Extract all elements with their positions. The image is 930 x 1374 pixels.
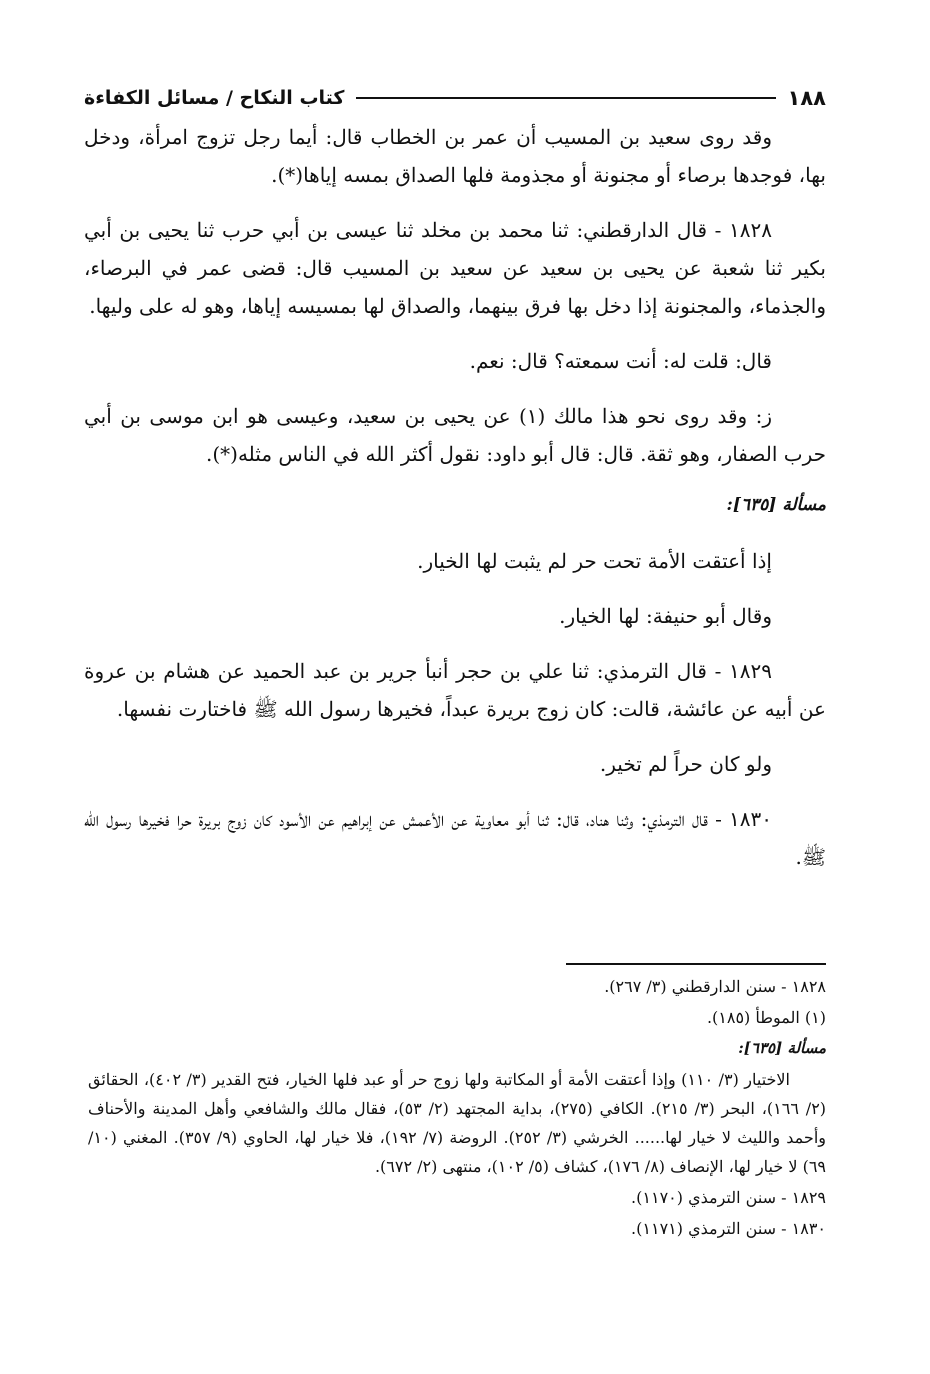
- footnote: الاختيار (٣/ ١١٠) وإذا أعتقت الأمة أو المكاتبة ولها زوج حر أو عبد فلها الخيار، فتح القدير (٣/ ٤٠٢)، الحقائق (٢/ ١٦٦)، البحر (٣/ ٢١٥). الكافي (٢٧٥)، بداية المجتهد (٢/ ٥٣)، فقال مالك والشافعي وأهل المدينة والأحناف وأحمد والليث لا خيار لها...... الخرشي (٣/ ٢٥٢). الروضة (٧/ ١٩٢)، فلا خيار لها، الحاوي (٩/ ٣٥٧). المغني (١٠/ ٦٩) لا خيار لها، الإنصاف (٨/ ١٧٦)، كشاف (٥/ ١٠٢)، منتهى (٢/ ٦٧٢).: [88, 1070, 827, 1176]
- paragraph: وقال أبو حنيفة: لها الخيار.: [559, 604, 772, 628]
- header-rule: [356, 97, 775, 99]
- page-number: ١٨٨: [787, 86, 826, 110]
- paragraph-hadith-1830: ١٨٣٠ - قال الترمذي: وثنا هناد، قال: ثنا أبو معاوية عن الأعمش عن إبراهيم عن الأسود كان زوج بريرة حرا فخيرها رسول الله ﷺ.: [84, 807, 826, 869]
- footnote-masala-heading: مسألة [٦٣٥]:: [738, 1039, 826, 1057]
- footnote: ١٨٣٠ - سنن الترمذي (١١٧١).: [631, 1219, 826, 1238]
- main-text: [84, 118, 826, 893]
- footnotes: [88, 972, 826, 1245]
- masala-heading: مسألة [٦٣٥]:: [726, 495, 826, 515]
- footnote: ١٨٢٨ - سنن الدارقطني (٣/ ٢٦٧).: [604, 977, 826, 996]
- footnote-separator: [566, 963, 826, 965]
- running-title: كتاب النكاح / مسائل الكفاءة: [84, 87, 345, 109]
- page-header: [84, 80, 826, 116]
- footnote: (١) الموطأ (١٨٥).: [706, 1008, 826, 1027]
- paragraph: ولو كان حراً لم تخير.: [599, 752, 772, 776]
- paragraph: وقد روى سعيد بن المسيب أن عمر بن الخطاب قال: أيما رجل تزوج امرأة، ودخل بها، فوجدها برصاء أو مجنونة أو مجذومة فلها الصداق بمسه إياها(*).: [84, 125, 826, 187]
- paragraph-hadith-1828: ١٨٢٨ - قال الدارقطني: ثنا محمد بن مخلد ثنا عيسى بن أبي حرب ثنا يحيى بن أبي بكير ثنا شعبة عن يحيى بن سعيد عن سعيد بن المسيب قال: قضى عمر في البرصاء، والجذماء، والمجنونة إذا دخل بها فرق بينهما، والصداق لها بمسيسه إياها، وهو له على وليها.: [84, 218, 826, 318]
- footnote: ١٨٢٩ - سنن الترمذي (١١٧٠).: [631, 1188, 826, 1207]
- paragraph: إذا أعتقت الأمة تحت حر لم يثبت لها الخيار.: [417, 549, 772, 573]
- paragraph: قال: قلت له: أنت سمعته؟ قال: نعم.: [469, 349, 772, 373]
- paragraph-hadith-1829: ١٨٢٩ - قال الترمذي: ثنا علي بن حجر أنبأ جرير بن عبد الحميد عن هشام بن عروة عن أبيه عن عائشة، قالت: كان زوج بريرة عبداً، فخيرها رسول الله ﷺ فاختارت نفسها.: [84, 659, 826, 721]
- paragraph-ziyada: ز: وقد روى نحو هذا مالك (١) عن يحيى بن سعيد، وعيسى هو ابن موسى بن أبي حرب الصفار، وهو ثقة. قال: قال أبو داود: نقول أكثر الله في الناس مثله(*).: [84, 404, 826, 466]
